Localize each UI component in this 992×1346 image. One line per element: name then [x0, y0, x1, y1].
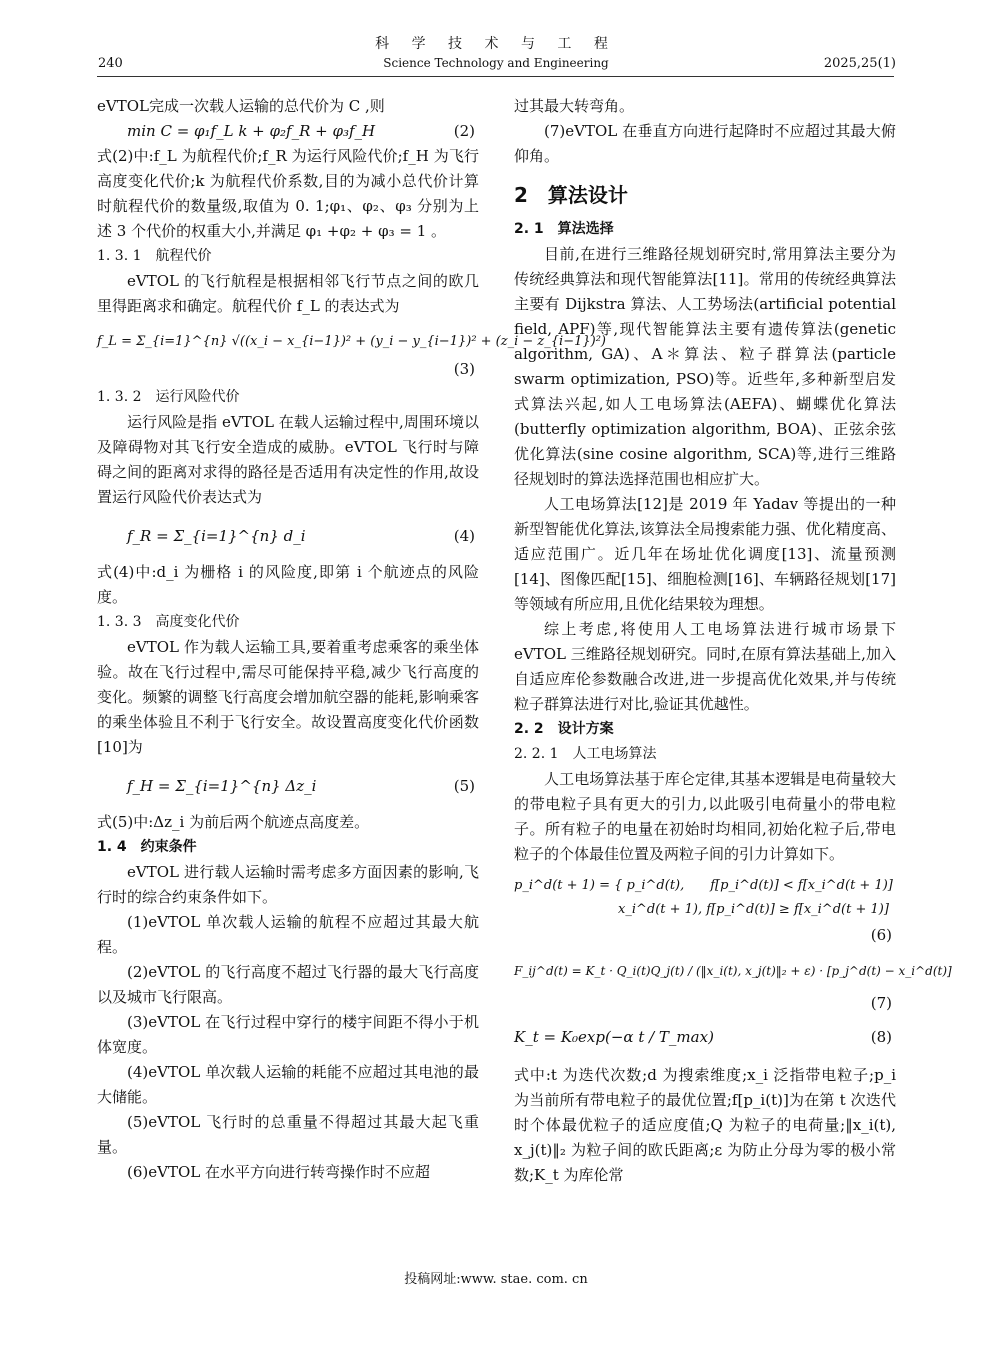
equation-number: (6)	[870, 926, 892, 944]
journal-title: 科 学 技 术 与 工 程	[375, 36, 617, 52]
equation-line: x_i^d(t + 1), f[p_i^d(t)] ≥ f[x_i^d(t + 1)]	[618, 902, 889, 917]
equation-number: (4)	[453, 527, 475, 545]
paragraph: eVTOL 的飞行航程是根据相邻飞行节点之间的欧几里得距离求和确定。航程代价 f_L 的表达式为	[97, 272, 479, 315]
paragraph: 过其最大转弯角。	[514, 97, 635, 115]
section-heading: 1. 4 约束条件	[97, 839, 197, 855]
constraint-item: (5)eVTOL 飞行时的总重量不得超过其最大起飞重量。	[97, 1113, 479, 1156]
subsection-heading: 1. 3. 2 运行风险代价	[97, 389, 240, 405]
subsection-heading: 2. 1 算法选择	[514, 221, 614, 237]
paragraph: 目前,在进行三维路径规划研究时,常用算法主要分为传统经典算法和现代智能算法[11]。常用的传统经典算法主要有 Dijkstra 算法、人工势场法(artificial potential field, APF)等,现代智能算法主要有遗传算法(genetic algorithm, GA)、A＊算法、粒子群算法(particle swarm optimization, PSO)等。近些年,多种新型启发式算法兴起,如人工电场算法(AEFA)、蝴蝶优化算法(butterfly optimization algorithm, BOA)、正弦余弦优化算法(sine cosine algorithm, SCA)等,进行三维路径规划时的算法选择范围也相应扩大。	[514, 245, 896, 488]
constraint-item: (1)eVTOL 单次载人运输的航程不应超过其最大航程。	[97, 913, 479, 956]
equation-body: f_R = Σ_{i=1}^{n} d_i	[127, 527, 306, 545]
paragraph: 式(5)中:Δz_i 为前后两个航迹点高度差。	[97, 813, 370, 831]
paragraph: eVTOL 作为载人运输工具,要着重考虑乘客的乘坐体验。故在飞行过程中,需尽可能保持平稳,减少飞行高度的变化。频繁的调整飞行高度会增加航空器的能耗,影响乘客的乘坐体验且不利于飞行安全。故设置高度变化代价函数[10]为	[97, 638, 479, 756]
equation-body: f_H = Σ_{i=1}^{n} Δz_i	[127, 777, 317, 795]
paragraph: 式中:t 为迭代次数;d 为搜索维度;x_i 泛指带电粒子;p_i 为当前所有带电粒子的最优位置;f[p_i(t)]为在第 t 次迭代时个体最优粒子的适应度值;Q 为粒子的电荷量;‖x_i(t), x_j(t)‖₂ 为粒子间的欧氏距离;ε 为防止分母为零的极小常数;K_t 为库伦常	[514, 1066, 896, 1184]
equation-body: F_ij^d(t) = K_t · Q_i(t)Q_j(t) / (‖x_i(t), x_j(t)‖₂ + ε) · [p_j^d(t) − x_i^d(t)]	[514, 964, 952, 978]
equation-number: (5)	[453, 777, 475, 795]
submission-url: 投稿网址:www. stae. com. cn	[404, 1272, 588, 1287]
paragraph: 式(2)中:f_L 为航程代价;f_R 为运行风险代价;f_H 为飞行高度变化代价;k 为航程代价系数,目的为减小总代价计算时航程代价的数量级,取值为 0. 1;φ₁、φ₂、φ₃ 分别为上述 3 个代价的权重大小,并满足 φ₁ +φ₂ + φ₃ = 1 。	[97, 147, 479, 240]
constraint-item: (6)eVTOL 在水平方向进行转弯操作时不应超	[127, 1163, 430, 1181]
equation-7	[514, 951, 952, 1015]
section-heading: 2 算法设计	[514, 183, 628, 207]
issue-label: 2025,25(1)	[823, 56, 896, 71]
right-column	[514, 94, 952, 1188]
paragraph: 人工电场算法[12]是 2019 年 Yadav 等提出的一种新型智能优化算法,该算法全局搜索能力强、优化精度高、适应范围广。近几年在场址优化调度[13]、流量预测[14]、图像匹配[15]、细胞检测[16]、车辆路径规划[17]等领域有所应用,且优化结果较为理想。	[514, 495, 896, 613]
equation-8	[514, 1019, 896, 1059]
constraint-item: (2)eVTOL 的飞行高度不超过飞行器的最大飞行高度以及城市飞行限高。	[97, 963, 479, 1006]
journal-title-en: Science Technology and Engineering	[383, 56, 609, 70]
equation-number: (2)	[453, 122, 475, 140]
equation-4	[97, 514, 479, 556]
paragraph: eVTOL完成一次载人运输的总代价为 C ,则	[97, 97, 385, 115]
equation-5	[97, 764, 479, 806]
equation-2	[97, 119, 479, 144]
constraint-item: (7)eVTOL 在垂直方向进行起降时不应超过其最大俯仰角。	[514, 122, 896, 165]
subsection-heading: 1. 3. 3 高度变化代价	[97, 614, 240, 630]
constraint-item: (3)eVTOL 在飞行过程中穿行的楼宇间距不得小于机体宽度。	[97, 1013, 479, 1056]
paragraph: 综上考虑,将使用人工电场算法进行城市场景下 eVTOL 三维路径规划研究。同时,在原有算法基础上,加入自适应库伦参数融合改进,进一步提高优化效果,并与传统粒子群算法进行对比,验证其优越性。	[514, 620, 896, 713]
equation-body: K_t = K₀exp(−α t / T_max)	[514, 1028, 714, 1046]
page-number: 240	[98, 56, 123, 71]
equation-number: (8)	[870, 1028, 892, 1046]
constraint-item: (4)eVTOL 单次载人运输的耗能不应超过其电池的最大储能。	[97, 1063, 479, 1106]
subsection-heading: 2. 2. 1 人工电场算法	[514, 746, 657, 762]
equation-body: min C = φ₁f_L k + φ₂f_R + φ₃f_H	[127, 122, 376, 140]
paragraph: 运行风险是指 eVTOL 在载人运输过程中,周围环境以及障碍物对其飞行安全造成的威胁。eVTOL 飞行时与障碍之间的距离对求得的路径是否适用有决定性的作用,故设置运行风险代价表达式为	[97, 413, 479, 506]
paragraph: 式(4)中:d_i 为栅格 i 的风险度,即第 i 个航迹点的风险度。	[97, 563, 479, 606]
paragraph: 人工电场算法基于库仑定律,其基本逻辑是电荷量较大的带电粒子具有更大的引力,以此吸引电荷量小的带电粒子。所有粒子的电量在初始时均相同,初始化粒子后,带电粒子的个体最佳位置及两粒子间的引力计算如下。	[514, 770, 896, 863]
equation-body: f_L = Σ_{i=1}^{n} √((x_i − x_{i−1})² + (y_i − y_{i−1})² + (z_i − z_{i−1})²)	[97, 334, 606, 349]
equation-number: (7)	[870, 994, 892, 1012]
subsection-heading: 2. 2 设计方案	[514, 721, 614, 737]
paragraph: eVTOL 进行载人运输时需考虑多方面因素的影响,飞行时的综合约束条件如下。	[97, 863, 479, 906]
header-rule	[97, 76, 894, 77]
equation-6	[514, 871, 896, 947]
equation-number: (3)	[453, 360, 475, 378]
subsection-heading: 1. 3. 1 航程代价	[97, 248, 212, 264]
equation-line: p_i^d(t + 1) = { p_i^d(t), f[p_i^d(t)] < f[x_i^d(t + 1)]	[514, 878, 893, 893]
equation-3	[97, 323, 606, 381]
